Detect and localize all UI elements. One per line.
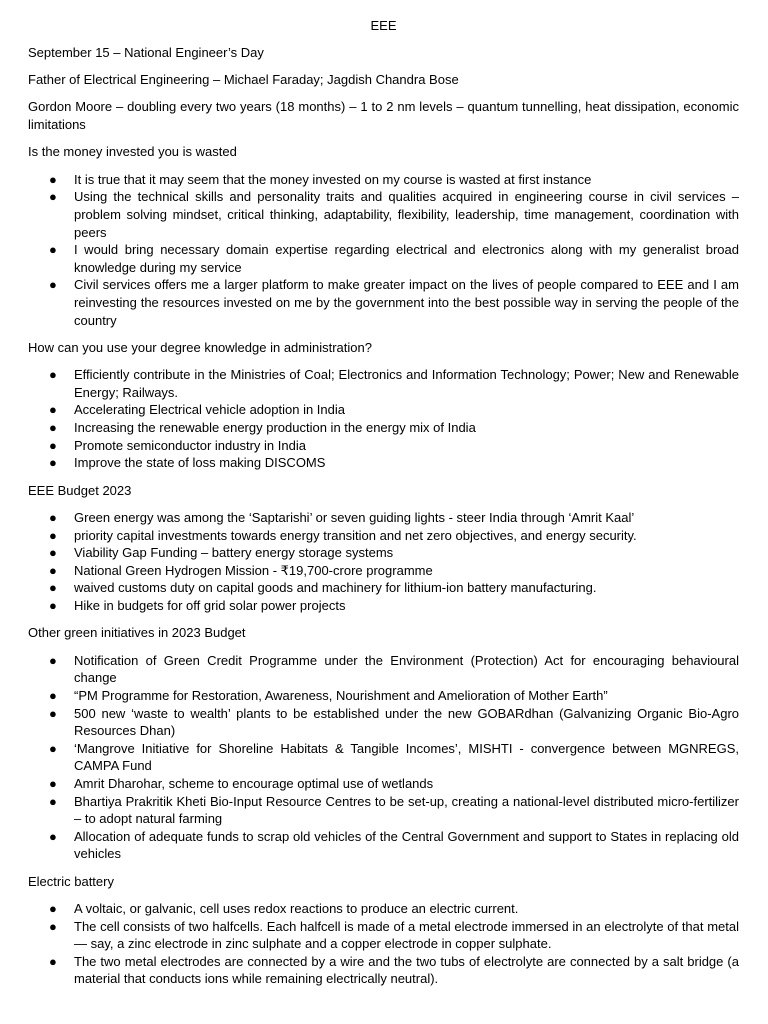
bullet-icon: ● [49,545,57,561]
intro-paragraph: Gordon Moore – doubling every two years (18 months) – 1 to 2 nm levels – quantum tunnelling, heat dissipation, economic limitations [28,99,739,132]
bullet-list [28,900,739,988]
list-item-text: Notification of Green Credit Programme under the Environment (Protection) Act for encouraging behavioural change [74,652,739,686]
list-item [28,188,739,241]
bullet-icon: ● [49,510,57,526]
list-item [28,775,739,793]
list-item [28,918,739,953]
bullet-list [28,509,739,615]
bullet-icon: ● [49,918,57,934]
list-item-text: Green energy was among the ‘Saptarishi’ or seven guiding lights - steer India through ‘Amrit Kaal’ [74,510,635,526]
list-item [28,740,739,775]
bullet-icon: ● [49,527,57,543]
list-item [28,419,739,437]
section-heading: EEE Budget 2023 [28,482,132,498]
list-item-text: Accelerating Electrical vehicle adoption in India [74,402,345,418]
list-item [28,652,739,687]
bullet-list [28,171,739,329]
list-item-text: Using the technical skills and personality traits and qualities acquired in engineering course in civil services – problem solving mindset, critical thinking, adaptability, flexibility, leadership, time management, coordination with peers [74,189,739,240]
intro-paragraph: Father of Electrical Engineering – Michael Faraday; Jagdish Chandra Bose [28,71,459,87]
bullet-icon: ● [49,367,57,383]
list-item-text: priority capital investments towards energy transition and net zero objectives, and energy security. [74,527,637,543]
list-item-text: Promote semiconductor industry in India [74,437,306,453]
bullet-icon: ● [49,652,57,668]
list-item [28,276,739,329]
list-item-text: Improve the state of loss making DISCOMS [74,455,326,471]
list-item [28,705,739,740]
list-item-text: Bhartiya Prakritik Kheti Bio-Input Resource Centres to be set-up, creating a national-level distributed micro-fertilizer – to adopt natural farming [74,793,739,827]
bullet-icon: ● [49,687,57,703]
document-title: EEE [370,18,397,33]
bullet-icon: ● [49,580,57,596]
list-item-text: Amrit Dharohar, scheme to encourage optimal use of wetlands [74,775,434,791]
bullet-icon: ● [49,242,57,258]
section-heading: Electric battery [28,873,114,889]
bullet-icon: ● [49,420,57,436]
bullet-icon: ● [49,562,57,578]
list-item [28,544,739,562]
bullet-list [28,652,739,863]
list-item-text: Hike in budgets for off grid solar power projects [74,598,346,613]
document-page [28,17,739,998]
list-item-text: National Green Hydrogen Mission - ₹19,700-crore programme [74,562,433,578]
list-item-text: Increasing the renewable energy production in the energy mix of India [74,420,476,436]
bullet-icon: ● [49,402,57,418]
section-heading: Is the money invested you is wasted [28,144,237,160]
list-item-text: Efficiently contribute in the Ministries of Coal; Electronics and Information Technology; Power; New and Renewable Energy; Railways. [74,367,739,400]
list-item [28,579,739,597]
list-item-text: A voltaic, or galvanic, cell uses redox reactions to produce an electric current. [74,901,519,917]
bullet-icon: ● [49,775,57,791]
list-item [28,454,739,472]
bullet-icon: ● [49,793,57,809]
list-item-text: “PM Programme for Restoration, Awareness, Nourishment and Amelioration of Mother Earth” [74,687,608,703]
list-item-text: It is true that it may seem that the money invested on my course is wasted at first instance [74,171,592,187]
bullet-list [28,366,739,472]
list-item-text: 500 new ‘waste to wealth’ plants to be established under the new GOBARdhan (Galvanizing Organic Bio-Agro Resources Dhan) [74,705,739,739]
list-item [28,687,739,705]
bullet-icon: ● [49,953,57,969]
list-item-text: The two metal electrodes are connected by a wire and the two tubs of electrolyte are connected by a salt bridge (a material that conducts ions while remaining electrically neutral). [74,953,739,987]
bullet-icon: ● [49,437,57,453]
list-item-text: I would bring necessary domain expertise regarding electrical and electronics along with my generalist broad knowledge during my service [74,242,739,275]
list-item-text: ‘Mangrove Initiative for Shoreline Habitats & Tangible Incomes’, MISHTI - convergence between MGNREGS, CAMPA Fund [74,740,739,774]
list-item [28,509,739,527]
list-item [28,562,739,580]
list-item [28,900,739,918]
list-item-text: waived customs duty on capital goods and machinery for lithium-ion battery manufacturing. [74,580,597,596]
bullet-icon: ● [49,901,57,917]
bullet-icon: ● [49,455,57,471]
list-item-text: The cell consists of two halfcells. Each halfcell is made of a metal electrode immersed in an electrolyte of that metal — say, a zinc electrode in zinc sulphate and a copper electrode in copper sulphate. [74,918,739,952]
list-item [28,793,739,828]
intro-paragraph: September 15 – National Engineer’s Day [28,44,264,60]
section-heading: How can you use your degree knowledge in administration? [28,339,372,355]
list-item-text: Civil services offers me a larger platform to make greater impact on the lives of people compared to EEE and I am reinvesting the resources invested on me by the government into the best possible way in serving the people of the country [74,277,739,328]
bullet-icon: ● [49,705,57,721]
list-item [28,401,739,419]
bullet-icon: ● [49,828,57,844]
bullet-icon: ● [49,740,57,756]
list-item-text: Viability Gap Funding – battery energy storage systems [74,545,394,561]
list-item [28,241,739,276]
bullet-icon: ● [49,171,57,187]
list-item [28,828,739,863]
list-item [28,597,739,615]
list-item [28,437,739,455]
bullet-icon: ● [49,598,57,613]
list-item [28,366,739,401]
list-item [28,171,739,189]
bullet-icon: ● [49,189,57,205]
section-heading: Other green initiatives in 2023 Budget [28,625,246,641]
list-item [28,527,739,545]
list-item-text: Allocation of adequate funds to scrap old vehicles of the Central Government and support to States in replacing old vehicles [74,828,739,862]
bullet-icon: ● [49,277,57,293]
list-item [28,953,739,988]
